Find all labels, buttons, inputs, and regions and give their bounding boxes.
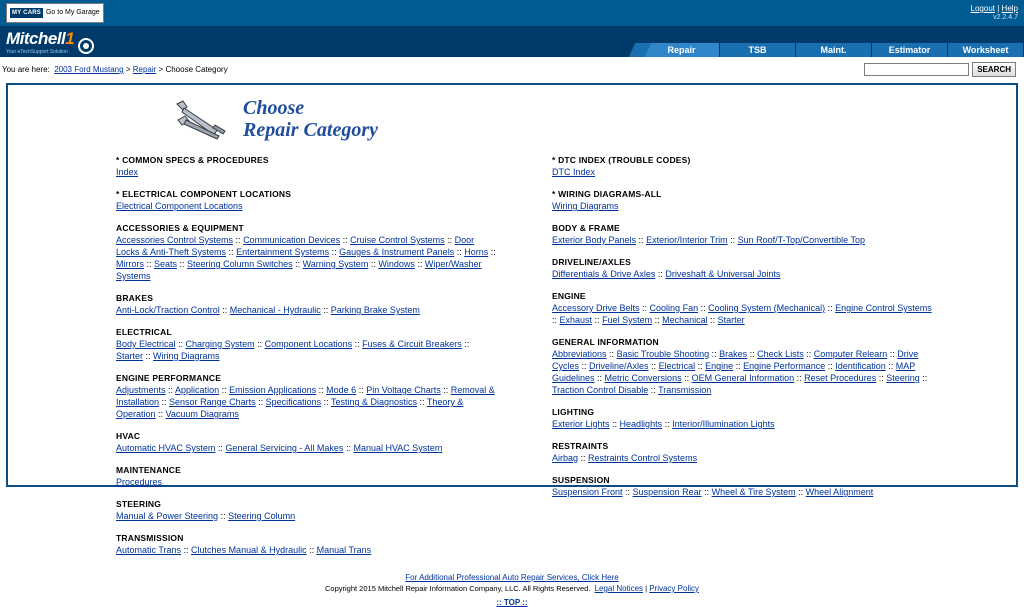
privacy-policy-link[interactable]: Privacy Policy xyxy=(649,584,699,593)
main-nav-tabs xyxy=(632,26,1024,57)
category-group xyxy=(116,373,512,420)
category-group-title: ACCESSORIES & EQUIPMENT xyxy=(116,223,244,233)
link-separator: :: xyxy=(329,247,340,257)
category-link-list xyxy=(116,200,496,212)
category-link[interactable]: Emission Applications xyxy=(229,385,317,395)
link-separator: :: xyxy=(143,351,154,361)
category-link[interactable]: MAP Guidelines xyxy=(552,361,916,383)
link-divider: | xyxy=(997,4,1000,13)
category-link[interactable]: Specifications xyxy=(265,397,322,407)
link-separator: :: xyxy=(803,349,814,359)
footer-sep: | xyxy=(645,584,648,593)
category-link[interactable]: Entertainment Systems xyxy=(236,247,330,257)
category-group-title: * DTC INDEX (TROUBLE CODES) xyxy=(552,155,691,165)
link-separator: :: xyxy=(321,397,331,407)
link-separator: :: xyxy=(181,545,192,555)
breadcrumb-current: Choose Category xyxy=(165,65,228,74)
category-link[interactable]: Interior/Illumination Lights xyxy=(672,419,775,429)
category-link[interactable]: Automatic HVAC System xyxy=(116,443,216,453)
category-link-list xyxy=(116,304,496,316)
category-link[interactable]: Exterior/Interior Trim xyxy=(646,235,728,245)
tab-estimator[interactable]: Estimator xyxy=(872,43,948,57)
link-separator: :: xyxy=(343,443,354,453)
category-link[interactable]: Procedures xyxy=(116,477,163,487)
category-columns xyxy=(8,141,1016,567)
category-link[interactable]: Restraints Control Systems xyxy=(588,453,698,463)
category-group-title: BRAKES xyxy=(116,293,154,303)
category-group xyxy=(552,155,1016,178)
category-group xyxy=(116,327,512,362)
category-link[interactable]: Index xyxy=(116,167,139,177)
link-separator: :: xyxy=(648,361,659,371)
category-group xyxy=(552,257,1016,280)
category-link[interactable]: Testing & Diagnostics xyxy=(330,397,418,407)
tab-repair[interactable]: Repair xyxy=(644,43,720,57)
my-cars-logo: MY CARS xyxy=(12,10,41,16)
category-link[interactable]: Cooling System (Mechanical) xyxy=(708,303,826,313)
mitchell-logo xyxy=(6,30,74,57)
category-link[interactable]: Adjustments xyxy=(116,385,166,395)
link-separator: :: xyxy=(356,385,367,395)
link-separator: :: xyxy=(226,247,237,257)
category-link[interactable]: Wiring Diagrams xyxy=(153,351,220,361)
link-separator: :: xyxy=(639,303,650,313)
brand-bar xyxy=(0,26,1024,57)
category-link-list xyxy=(552,200,932,212)
link-separator: :: xyxy=(579,361,590,371)
category-link[interactable]: Fuel System xyxy=(602,315,653,325)
category-link[interactable]: Check Lists xyxy=(757,349,804,359)
category-link[interactable]: Suspension Rear xyxy=(632,487,702,497)
category-link[interactable]: Theory & Operation xyxy=(116,397,464,419)
category-link-list xyxy=(552,348,932,396)
link-separator: :: xyxy=(648,385,659,395)
category-link[interactable]: Headlights xyxy=(619,419,663,429)
link-separator: :: xyxy=(368,259,379,269)
breadcrumb-sep-2: > xyxy=(158,65,164,74)
tab-maint[interactable]: Maint. xyxy=(796,43,872,57)
category-link[interactable]: General Servicing - All Makes xyxy=(225,443,344,453)
category-group xyxy=(116,533,512,556)
link-separator: :: xyxy=(177,259,188,269)
link-separator: :: xyxy=(594,373,605,383)
link-separator: :: xyxy=(440,385,451,395)
category-group xyxy=(116,499,512,522)
pro-services-link[interactable]: For Additional Professional Auto Repair Services, Click Here xyxy=(405,573,619,582)
category-group-title: MAINTENANCE xyxy=(116,465,182,475)
link-separator: :: xyxy=(727,235,738,245)
link-separator: :: xyxy=(885,361,896,371)
brand-badge-icon xyxy=(78,38,94,54)
category-group xyxy=(116,293,512,316)
category-group-title: ELECTRICAL xyxy=(116,327,172,337)
category-link[interactable]: Seats xyxy=(154,259,178,269)
category-link[interactable]: Gauges & Instrument Panels xyxy=(339,247,455,257)
category-link[interactable]: Driveline/Axles xyxy=(589,361,649,371)
link-separator: :: xyxy=(733,361,744,371)
category-link[interactable]: Traction Control Disable xyxy=(552,385,649,395)
category-link[interactable]: Mechanical - Hydraulic xyxy=(229,305,321,315)
category-link[interactable]: Charging System xyxy=(185,339,255,349)
category-link[interactable]: Engine Control Systems xyxy=(835,303,932,313)
category-link-list xyxy=(116,384,496,420)
category-group-title: GENERAL INFORMATION xyxy=(552,337,659,347)
category-group xyxy=(552,291,1016,326)
link-separator: :: xyxy=(306,545,317,555)
link-separator: :: xyxy=(219,385,230,395)
page-footer xyxy=(8,567,1016,607)
link-separator: :: xyxy=(592,315,603,325)
category-link[interactable]: Body Electrical xyxy=(116,339,176,349)
category-group-title: HVAC xyxy=(116,431,141,441)
link-separator: :: xyxy=(165,385,176,395)
link-separator: :: xyxy=(159,397,170,407)
link-separator: :: xyxy=(681,373,692,383)
category-group-title: STEERING xyxy=(116,499,162,509)
category-link[interactable]: Electrical xyxy=(658,361,696,371)
link-separator: :: xyxy=(701,487,712,497)
category-group xyxy=(552,441,1016,464)
category-group-title: * ELECTRICAL COMPONENT LOCATIONS xyxy=(116,189,292,199)
category-group-title: TRANSMISSION xyxy=(116,533,184,543)
category-link[interactable]: Starter xyxy=(717,315,745,325)
link-separator: :: xyxy=(636,235,647,245)
link-separator: :: xyxy=(255,397,266,407)
category-link[interactable]: Differentials & Drive Axles xyxy=(552,269,656,279)
category-link-list xyxy=(552,452,932,464)
category-link-list xyxy=(552,418,932,430)
link-separator: :: xyxy=(578,453,589,463)
link-separator: :: xyxy=(622,487,633,497)
category-link[interactable]: Metric Conversions xyxy=(604,373,682,383)
category-link[interactable]: Steering Column xyxy=(228,511,296,521)
left-category-column xyxy=(8,155,512,567)
category-link[interactable]: Steering xyxy=(886,373,920,383)
category-link[interactable]: Sun Roof/T-Top/Convertible Top xyxy=(737,235,865,245)
category-link-list xyxy=(552,234,932,246)
category-link-list xyxy=(552,486,932,498)
tab-tsb[interactable]: TSB xyxy=(720,43,796,57)
category-group xyxy=(116,189,512,212)
category-link[interactable]: Exterior Lights xyxy=(552,419,610,429)
category-link[interactable]: Manual Trans xyxy=(316,545,372,555)
link-separator: :: xyxy=(794,373,805,383)
category-link[interactable]: Mechanical xyxy=(662,315,708,325)
brand-name-suffix: 1 xyxy=(65,29,75,48)
link-separator: :: xyxy=(652,315,663,325)
category-link[interactable]: Sensor Range Charts xyxy=(169,397,256,407)
category-group xyxy=(552,223,1016,246)
link-separator: :: xyxy=(876,373,887,383)
category-group-title: ENGINE PERFORMANCE xyxy=(116,373,222,383)
link-separator: :: xyxy=(417,397,427,407)
category-link-list xyxy=(116,338,496,362)
category-link[interactable]: Drive Cycles xyxy=(552,349,919,371)
category-link[interactable]: Component Locations xyxy=(264,339,353,349)
link-separator: :: xyxy=(320,305,331,315)
category-link[interactable]: Wiring Diagrams xyxy=(552,201,619,211)
category-link[interactable]: Wheel Alignment xyxy=(805,487,874,497)
link-separator: :: xyxy=(707,315,718,325)
link-separator: :: xyxy=(175,339,186,349)
link-separator: :: xyxy=(444,235,455,245)
link-separator: :: xyxy=(488,247,496,257)
category-link[interactable]: Steering Column Switches xyxy=(187,259,293,269)
category-link[interactable]: Accessories Control Systems xyxy=(116,235,234,245)
link-separator: :: xyxy=(919,373,928,383)
back-to-top-link[interactable]: :: TOP :: xyxy=(496,598,528,607)
repair-category-panel xyxy=(6,83,1018,607)
category-link[interactable]: Wiper/Washer Systems xyxy=(116,259,482,281)
search-area xyxy=(864,62,1024,77)
category-link[interactable]: Horns xyxy=(464,247,489,257)
category-group-title: * COMMON SPECS & PROCEDURES xyxy=(116,155,269,165)
category-link[interactable]: Identification xyxy=(835,361,886,371)
category-link-list xyxy=(116,476,496,488)
category-link[interactable]: Application xyxy=(175,385,220,395)
page-title-line-1: Choose xyxy=(243,97,305,119)
category-link[interactable]: Accessory Drive Belts xyxy=(552,303,640,313)
help-link[interactable]: Help xyxy=(1001,4,1018,13)
search-input[interactable] xyxy=(864,63,969,76)
link-separator: :: xyxy=(254,339,265,349)
link-separator: :: xyxy=(219,305,230,315)
breadcrumb-vehicle-link[interactable]: 2003 Ford Mustang xyxy=(54,65,124,74)
link-separator: :: xyxy=(215,443,226,453)
link-separator: :: xyxy=(233,235,244,245)
right-category-column xyxy=(512,155,1016,567)
category-link[interactable]: Warning System xyxy=(302,259,369,269)
category-link[interactable]: Cooling Fan xyxy=(649,303,699,313)
link-separator: :: xyxy=(454,247,465,257)
category-link[interactable]: Door Locks & Anti-Theft Systems xyxy=(116,235,475,257)
category-link[interactable]: Manual HVAC System xyxy=(353,443,443,453)
category-link-list xyxy=(116,544,496,556)
link-separator: :: xyxy=(825,303,836,313)
category-link[interactable]: Pin Voltage Charts xyxy=(366,385,441,395)
category-group-title: LIGHTING xyxy=(552,407,595,417)
link-separator: :: xyxy=(340,235,351,245)
category-link[interactable]: Engine Performance xyxy=(743,361,826,371)
link-separator: :: xyxy=(695,361,706,371)
page-title xyxy=(8,85,1016,141)
category-link-list xyxy=(116,442,496,454)
category-group xyxy=(116,155,512,178)
my-garage-label: Go to My Garage xyxy=(45,9,100,16)
breadcrumb-repair-link[interactable]: Repair xyxy=(132,65,157,74)
category-link[interactable]: OEM General Information xyxy=(691,373,795,383)
category-link[interactable]: Transmission xyxy=(658,385,712,395)
category-link[interactable]: Suspension Front xyxy=(552,487,623,497)
breadcrumb-bar xyxy=(0,57,1024,83)
category-link[interactable]: Reset Procedures xyxy=(804,373,877,383)
top-utility-bar xyxy=(0,0,1024,26)
link-separator: :: xyxy=(352,339,363,349)
category-link[interactable]: Communication Devices xyxy=(243,235,341,245)
version-label: v2.2.4.7 xyxy=(993,14,1018,21)
link-separator: :: xyxy=(655,269,666,279)
link-separator: :: xyxy=(155,409,166,419)
category-group-title: RESTRAINTS xyxy=(552,441,609,451)
category-link-list xyxy=(116,234,496,282)
logout-link[interactable]: Logout xyxy=(970,4,995,13)
link-separator: :: xyxy=(825,361,836,371)
category-group-title: DRIVELINE/AXLES xyxy=(552,257,632,267)
link-separator: :: xyxy=(747,349,758,359)
page-title-text xyxy=(243,97,378,141)
search-button[interactable]: SEARCH xyxy=(972,62,1016,77)
legal-notices-link[interactable]: Legal Notices xyxy=(594,584,644,593)
category-link[interactable]: Exhaust xyxy=(559,315,593,325)
category-group xyxy=(116,431,512,454)
link-separator: :: xyxy=(461,339,470,349)
category-link-list xyxy=(116,510,496,522)
category-link[interactable]: Driveshaft & Universal Joints xyxy=(665,269,781,279)
link-separator: :: xyxy=(316,385,327,395)
category-link-list xyxy=(552,268,932,280)
my-garage-button[interactable] xyxy=(6,3,104,23)
link-separator: :: xyxy=(552,315,560,325)
top-right-links xyxy=(971,4,1018,22)
category-link[interactable]: Vacuum Diagrams xyxy=(165,409,239,419)
link-separator: :: xyxy=(609,419,620,429)
category-link[interactable]: Airbag xyxy=(552,453,579,463)
category-group xyxy=(116,465,512,488)
category-link[interactable]: Abbreviations xyxy=(552,349,607,359)
category-group xyxy=(552,475,1016,498)
category-link[interactable]: Exterior Body Panels xyxy=(552,235,637,245)
breadcrumb-sep-1: > xyxy=(125,65,131,74)
category-link[interactable]: Basic Trouble Shooting xyxy=(616,349,710,359)
category-group-title: * WIRING DIAGRAMS-ALL xyxy=(552,189,662,199)
category-group xyxy=(552,189,1016,212)
category-group-title: ENGINE xyxy=(552,291,586,301)
wrench-icon xyxy=(173,98,235,140)
category-link[interactable]: Parking Brake System xyxy=(330,305,420,315)
category-link[interactable]: Electrical Component Locations xyxy=(116,201,243,211)
brand-name: Mitchell xyxy=(6,29,66,48)
category-link[interactable]: Brakes xyxy=(719,349,748,359)
category-group xyxy=(116,223,512,282)
category-link[interactable]: Fuses & Circuit Breakers xyxy=(362,339,462,349)
category-link-list xyxy=(116,166,496,178)
category-group-title: BODY & FRAME xyxy=(552,223,620,233)
link-separator: :: xyxy=(292,259,303,269)
link-separator: :: xyxy=(414,259,425,269)
category-link[interactable]: Removal & Installation xyxy=(116,385,495,407)
breadcrumb-prefix: You are here: xyxy=(2,65,50,74)
category-link[interactable]: Mirrors xyxy=(116,259,144,269)
category-link[interactable]: Cruise Control Systems xyxy=(350,235,445,245)
category-link[interactable]: Clutches Manual & Hydraulic xyxy=(191,545,307,555)
link-separator: :: xyxy=(887,349,898,359)
category-link[interactable]: Windows xyxy=(378,259,415,269)
link-separator: :: xyxy=(709,349,720,359)
category-link-list xyxy=(552,302,932,326)
category-group xyxy=(552,337,1016,396)
category-group xyxy=(552,407,1016,430)
link-separator: :: xyxy=(795,487,806,497)
link-separator: :: xyxy=(606,349,617,359)
link-separator: :: xyxy=(218,511,229,521)
brand-tagline: Your eTechSupport Solution xyxy=(6,49,68,55)
category-link[interactable]: Engine xyxy=(705,361,734,371)
category-group-title: SUSPENSION xyxy=(552,475,610,485)
link-separator: :: xyxy=(144,259,155,269)
link-separator: :: xyxy=(662,419,673,429)
page-title-line-2: Repair Category xyxy=(243,119,378,141)
category-link[interactable]: DTC Index xyxy=(552,167,596,177)
category-link-list xyxy=(552,166,932,178)
category-link[interactable]: Manual & Power Steering xyxy=(116,511,219,521)
copyright-text: Copyright 2015 Mitchell Repair Information Company, LLC. All Rights Reserved. xyxy=(325,584,591,593)
category-link[interactable]: Anti-Lock/Traction Control xyxy=(116,305,220,315)
category-link[interactable]: Automatic Trans xyxy=(116,545,182,555)
category-link[interactable]: Mode 6 xyxy=(326,385,357,395)
category-link[interactable]: Wheel & Tire System xyxy=(711,487,796,497)
tab-worksheet[interactable]: Worksheet xyxy=(948,43,1024,57)
category-link[interactable]: Computer Relearn xyxy=(813,349,888,359)
category-link[interactable]: Starter xyxy=(116,351,144,361)
link-separator: :: xyxy=(698,303,709,313)
